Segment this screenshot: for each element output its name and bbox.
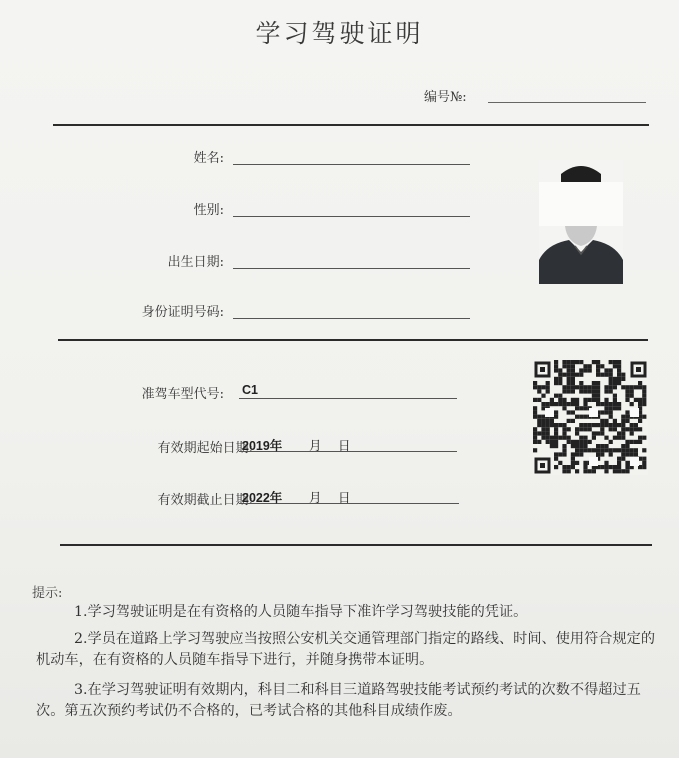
divider-top <box>53 124 649 126</box>
valid-to-label: 有效期截止日期: <box>157 493 253 508</box>
vehicle-type-value: C1 <box>242 383 258 397</box>
portrait-photo <box>539 160 623 284</box>
name-field <box>233 148 470 165</box>
valid-to-field <box>239 487 459 504</box>
valid-to-year: 2022年 <box>242 491 283 505</box>
valid-to-day: 日 <box>338 491 351 505</box>
valid-from-field <box>239 435 457 452</box>
vehicle-type-field <box>239 382 457 399</box>
gender-label: 性别: <box>193 203 224 218</box>
notes-heading: 提示: <box>32 586 63 601</box>
divider-bottom <box>60 544 652 546</box>
id-number-label: 身份证明号码: <box>141 305 224 320</box>
vehicle-type-label: 准驾车型代号: <box>141 387 224 402</box>
valid-from-label: 有效期起始日期: <box>157 441 253 456</box>
qr-code-icon <box>533 360 648 475</box>
note-item-2: 2.学员在道路上学习驾驶应当按照公安机关交通管理部门指定的路线、时间、使用符合规定的机动车，在有资格的人员随车指导下进行，并随身携带本证明。 <box>36 631 656 668</box>
note-item-1: 1.学习驾驶证明是在有资格的人员随车指导下准许学习驾驶技能的凭证。 <box>74 604 528 620</box>
page-title: 学习驾驶证明 <box>255 19 424 48</box>
serial-number-label: 编号№: <box>424 90 467 105</box>
serial-number-field <box>488 102 646 103</box>
birth-date-label: 出生日期: <box>167 255 224 270</box>
gender-field <box>233 200 470 217</box>
valid-from-month: 月 <box>309 439 322 453</box>
divider-middle <box>58 339 648 341</box>
valid-from-day: 日 <box>338 439 351 453</box>
note-item-3: 3.在学习驾驶证明有效期内，科目二和科目三道路驾驶技能考试预约考试的次数不得超过五次。第五次预约考试仍不合格的，已考试合格的其他科目成绩作废。 <box>36 682 641 719</box>
valid-to-month: 月 <box>309 491 322 505</box>
birth-date-field <box>233 252 470 269</box>
portrait-photo-icon <box>539 160 623 284</box>
valid-from-year: 2019年 <box>242 439 283 453</box>
id-number-field <box>233 302 470 319</box>
name-label: 姓名: <box>193 151 224 166</box>
